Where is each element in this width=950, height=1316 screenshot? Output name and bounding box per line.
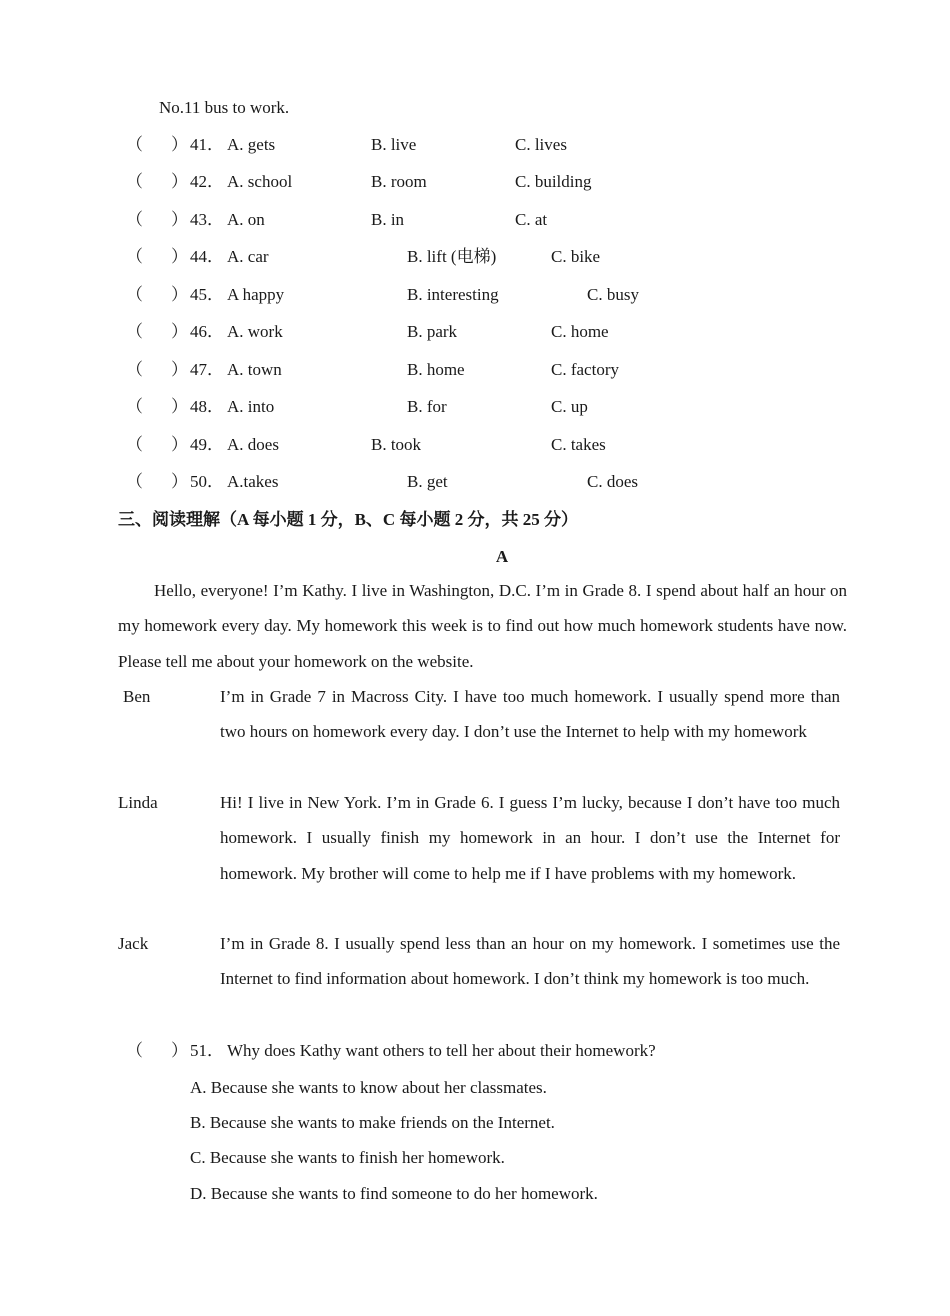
option-c: C. does — [587, 472, 638, 491]
speaker-name: Linda — [118, 793, 158, 812]
option-c: C. takes — [551, 435, 606, 454]
intro-text: Hello, everyone! I’m Kathy. I live in Washington, D.C. I’m in Grade 8. I spend about half an hour on my homework every day. My homework this week is to find out how much homework students have now. Please tell me about your homework on the website. — [118, 581, 847, 671]
option-b: B. took — [371, 435, 422, 454]
item-number: 44． — [190, 247, 224, 266]
item-number: 41． — [190, 135, 224, 154]
option-b: B. park — [407, 322, 458, 341]
answer-blank[interactable]: （ ） — [126, 247, 188, 266]
option-c: C. busy — [587, 285, 639, 304]
option-b: B. interesting — [407, 285, 499, 304]
option-c: C. building — [515, 172, 592, 191]
question-option: D. Because she wants to find someone to do her homework. — [190, 1184, 598, 1203]
option-b: B. get — [407, 472, 448, 491]
item-number: 47． — [190, 360, 224, 379]
option-a: A happy — [227, 285, 285, 304]
option-a: A. work — [227, 322, 283, 341]
post-text: Hi! I live in New York. I’m in Grade 6. I guess I’m lucky, because I don’t have too much homework. I usually finish my homework in an hour. I don’t use the Internet for homework. My brother will come to help me if I have problems with my homework. — [220, 793, 840, 883]
option-b: B. lift (电梯) — [407, 247, 497, 266]
item-number: 42． — [190, 172, 224, 191]
speaker-name: Ben — [123, 687, 151, 706]
answer-blank[interactable]: （ ） — [126, 397, 188, 416]
option-a: A. gets — [227, 135, 276, 154]
option-a: A. does — [227, 435, 279, 454]
option-c: C. lives — [515, 135, 567, 154]
question-number: 51． — [190, 1041, 224, 1060]
option-a: A. school — [227, 172, 293, 191]
option-a: A.takes — [227, 472, 279, 491]
option-a: A. town — [227, 360, 282, 379]
option-c: C. bike — [551, 247, 601, 266]
post-text: I’m in Grade 7 in Macross City. I have too much homework. I usually spend more than two hours on homework every day. I don’t use the Internet to help with my homework — [220, 687, 840, 742]
speaker-name: Jack — [118, 934, 149, 953]
option-b: B. for — [407, 397, 447, 416]
answer-blank[interactable]: （ ） — [126, 1041, 188, 1060]
item-number: 50． — [190, 472, 224, 491]
continuation-line: No.11 bus to work. — [159, 98, 290, 117]
option-b: B. live — [371, 135, 417, 154]
option-b: B. in — [371, 210, 405, 229]
answer-blank[interactable]: （ ） — [126, 135, 188, 154]
option-b: B. room — [371, 172, 427, 191]
item-number: 46． — [190, 322, 224, 341]
question-option: B. Because she wants to make friends on the Internet. — [190, 1113, 555, 1132]
option-a: A. on — [227, 210, 265, 229]
option-b: B. home — [407, 360, 465, 379]
option-c: C. home — [551, 322, 609, 341]
answer-blank[interactable]: （ ） — [126, 435, 188, 454]
intro-paragraph — [118, 573, 847, 679]
answer-blank[interactable]: （ ） — [126, 472, 188, 491]
option-a: A. into — [227, 397, 275, 416]
answer-blank[interactable]: （ ） — [126, 285, 188, 304]
item-number: 48． — [190, 397, 224, 416]
option-c: C. up — [551, 397, 588, 416]
passage-title: A — [495, 547, 509, 566]
item-number: 43． — [190, 210, 224, 229]
item-number: 49． — [190, 435, 224, 454]
item-number: 45． — [190, 285, 224, 304]
answer-blank[interactable]: （ ） — [126, 322, 188, 341]
question-option: C. Because she wants to finish her homework. — [190, 1148, 505, 1167]
question-option: A. Because she wants to know about her classmates. — [190, 1078, 547, 1097]
question-text: Why does Kathy want others to tell her about their homework? — [227, 1041, 656, 1060]
post-text: I’m in Grade 8. I usually spend less than an hour on my homework. I sometimes use the Internet to find information about homework. I don’t think my homework is too much. — [220, 934, 840, 989]
option-c: C. factory — [551, 360, 619, 379]
answer-blank[interactable]: （ ） — [126, 210, 188, 229]
answer-blank[interactable]: （ ） — [126, 360, 188, 379]
section-heading: 三、阅读理解（A 每小题 1 分，B、C 每小题 2 分，共 25 分） — [118, 510, 578, 529]
option-a: A. car — [227, 247, 269, 266]
answer-blank[interactable]: （ ） — [126, 172, 188, 191]
option-c: C. at — [515, 210, 548, 229]
